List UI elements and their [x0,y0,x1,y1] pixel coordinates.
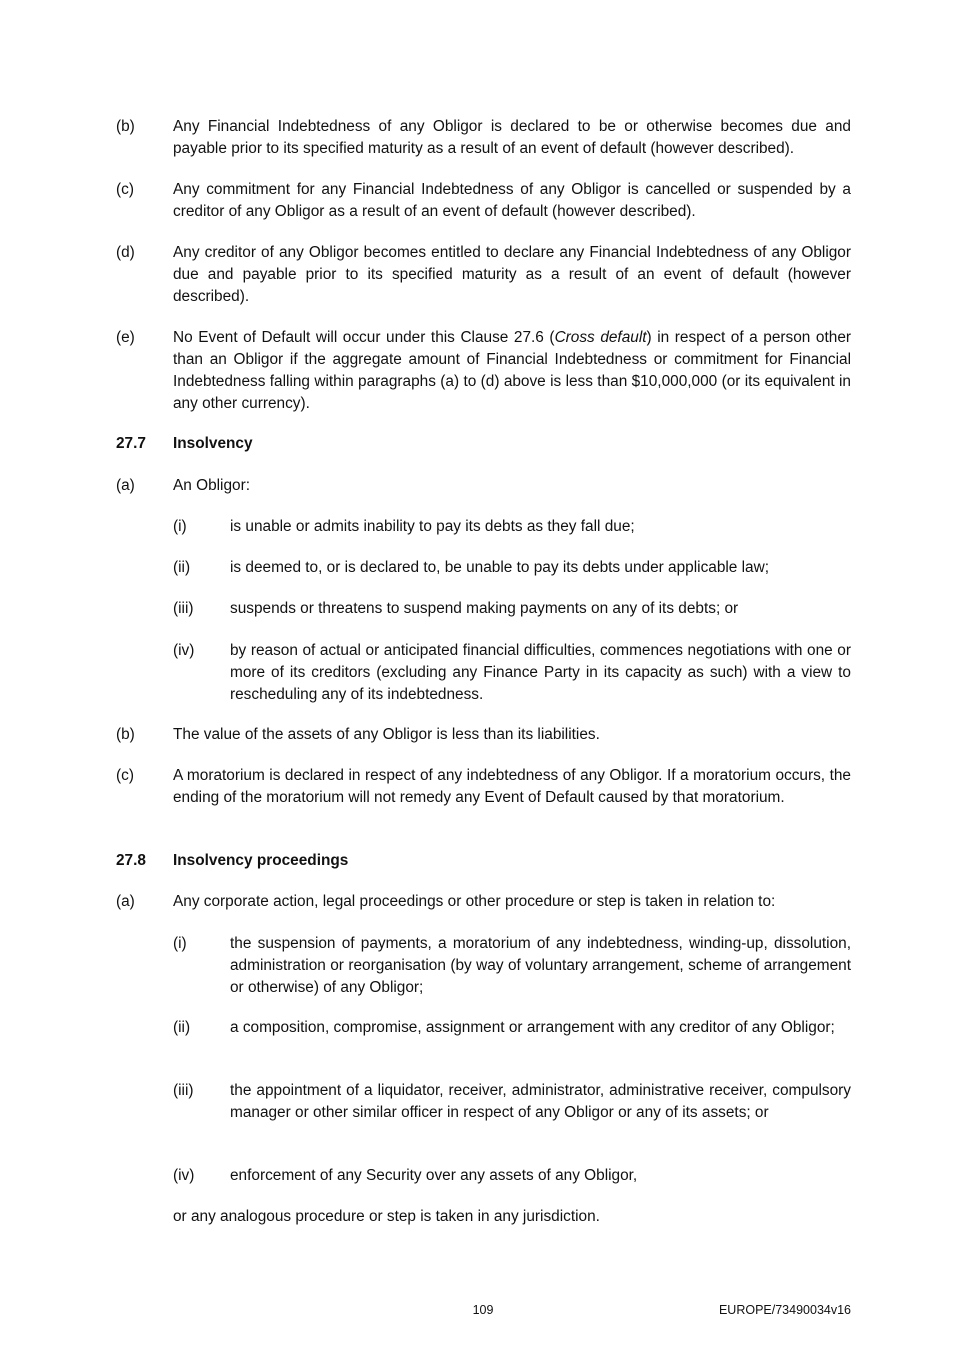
subpara-label: (i) [173,518,187,535]
proceedings-para-a-iv [173,1165,851,1187]
page-number: 109 [472,1303,494,1317]
document-reference: EUROPE/73490034v16 [718,1303,851,1317]
para-text: A moratorium is declared in respect of any indebtedness of any Obligor. If a moratorium occurs, the ending of the moratorium will not remedy any Event of Default caused by that moratorium. [173,767,851,806]
section-number: 27.8 [116,852,146,869]
subpara-label: (iii) [173,600,194,617]
subpara-text: is unable or admits inability to pay its debts as they fall due; [230,518,635,535]
proceedings-closing-text: or any analogous procedure or step is taken in any jurisdiction. [173,1208,600,1225]
insolvency-para-c [116,765,851,809]
para-label: (e) [116,329,135,346]
subpara-text: is deemed to, or is declared to, be unable to pay its debts under applicable law; [230,559,770,576]
clause-reference: Cross default [554,329,647,346]
para-label: (c) [116,181,134,198]
insolvency-para-a-iii [173,598,851,620]
subpara-label: (iv) [173,1167,195,1184]
para-label: (d) [116,244,135,261]
cross-default-para-d [116,242,851,308]
insolvency-para-a [116,475,851,497]
para-text [173,327,851,415]
para-text-pre: No Event of Default will occur under this Clause 27.6 ( [173,329,555,346]
section-number: 27.7 [116,435,146,452]
para-text: An Obligor: [173,477,250,494]
subpara-text: the appointment of a liquidator, receiver, administrator, administrative receiver, compulsory manager or other similar officer in respect of any Obligor or any of its assets; or [230,1082,851,1121]
para-text: Any commitment for any Financial Indebtedness of any Obligor is cancelled or suspended by a creditor of any Obligor as a result of an event of default (however described). [173,181,851,220]
para-text-post: ) in respect of a person other than an Obligor if the aggregate amount of Financial Indebtedness or commitment for Financial Indebtedness falling within paragraphs (a) to (d) above is less than $10,000,000 (or its equivalent in any other currency). [173,329,852,412]
subpara-text: suspends or threatens to suspend making payments on any of its debts; or [230,600,739,617]
subpara-label: (iv) [173,642,195,659]
proceedings-para-a-i [173,933,851,999]
proceedings-para-a-iii [173,1080,851,1124]
cross-default-para-b [116,116,851,160]
subpara-label: (ii) [173,559,191,576]
section-heading-27-8 [116,850,851,872]
section-title: Insolvency proceedings [173,852,349,869]
subpara-text: enforcement of any Security over any assets of any Obligor, [230,1167,638,1184]
para-label: (b) [116,726,135,743]
para-text: Any corporate action, legal proceedings or other procedure or step is taken in relation to: [173,893,776,910]
para-text: Any creditor of any Obligor becomes entitled to declare any Financial Indebtedness of any Obligor due and payable prior to its specified maturity as a result of an event of default (however described). [173,244,851,305]
insolvency-para-a-ii [173,557,851,579]
proceedings-para-a-ii [173,1017,851,1039]
subpara-label: (iii) [173,1082,194,1099]
section-title: Insolvency [173,435,253,452]
subpara-label: (i) [173,935,187,952]
para-label: (a) [116,477,135,494]
subpara-text: by reason of actual or anticipated financial difficulties, commences negotiations with one or more of its creditors (excluding any Finance Party in its capacity as such) with a view to rescheduling any of its indebtedness. [230,642,851,703]
insolvency-para-a-i [173,516,851,538]
para-label: (a) [116,893,135,910]
cross-default-para-e [116,327,851,415]
para-text: The value of the assets of any Obligor is less than its liabilities. [173,726,600,743]
para-text: Any Financial Indebtedness of any Obligor is declared to be or otherwise becomes due and payable prior to its specified maturity as a result of an event of default (however described). [173,118,851,157]
proceedings-para-a [116,891,851,913]
cross-default-para-c [116,179,851,223]
subpara-label: (ii) [173,1019,191,1036]
para-label: (b) [116,118,135,135]
subpara-text: a composition, compromise, assignment or arrangement with any creditor of any Obligor; [230,1019,835,1036]
insolvency-para-a-iv [173,640,851,706]
subpara-text: the suspension of payments, a moratorium of any indebtedness, winding-up, dissolution, administration or reorganisation (by way of voluntary arrangement, scheme of arrangement or otherwise) of any Obligor; [230,935,851,996]
insolvency-para-b [116,724,851,746]
para-label: (c) [116,767,134,784]
section-heading-27-7 [116,433,851,455]
